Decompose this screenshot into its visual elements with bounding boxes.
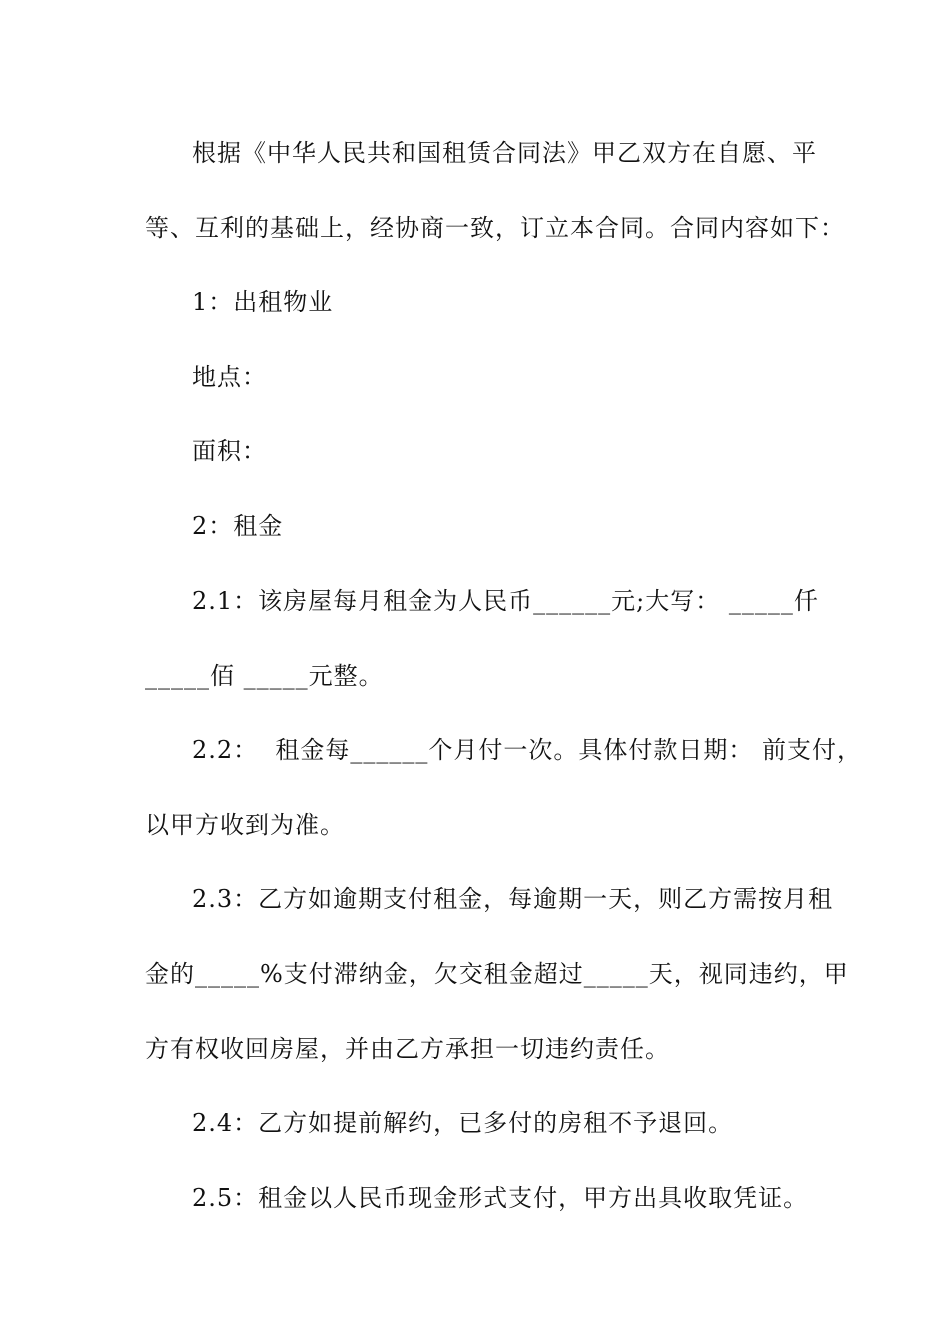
- section-2-heading: 2：租金: [192, 512, 284, 540]
- location-label: 地点：: [192, 363, 267, 391]
- paragraph-intro-line-2: 等、互利的基础上，经协商一致，订立本合同。合同内容如下：: [145, 214, 845, 242]
- section-1-heading: 1：出租物业: [192, 288, 334, 316]
- clause-2-2-line-1: 2.2： 租金每______个月付一次。具体付款日期： 前支付，: [192, 736, 863, 764]
- clause-2-2-line-2: 以甲方收到为准。: [145, 811, 345, 839]
- clause-2-5: 2.5：租金以人民币现金形式支付，甲方出具收取凭证。: [192, 1184, 809, 1212]
- area-label: 面积：: [192, 437, 267, 465]
- clause-2-4: 2.4：乙方如提前解约，已多付的房租不予退回。: [192, 1109, 734, 1137]
- paragraph-intro-line-1: 根据《中华人民共和国租赁合同法》甲乙双方在自愿、平: [192, 139, 817, 167]
- clause-2-1-line-1: 2.1：该房屋每月租金为人民币______元;大写： _____仟: [192, 587, 819, 615]
- clause-2-3-line-2: 金的_____%支付滞纳金，欠交租金超过_____天，视同违约，甲: [145, 960, 849, 988]
- clause-2-3-line-3: 方有权收回房屋，并由乙方承担一切违约责任。: [145, 1035, 670, 1063]
- clause-2-3-line-1: 2.3：乙方如逾期支付租金，每逾期一天，则乙方需按月租: [192, 885, 834, 913]
- clause-2-1-line-2: _____佰 _____元整。: [145, 662, 384, 690]
